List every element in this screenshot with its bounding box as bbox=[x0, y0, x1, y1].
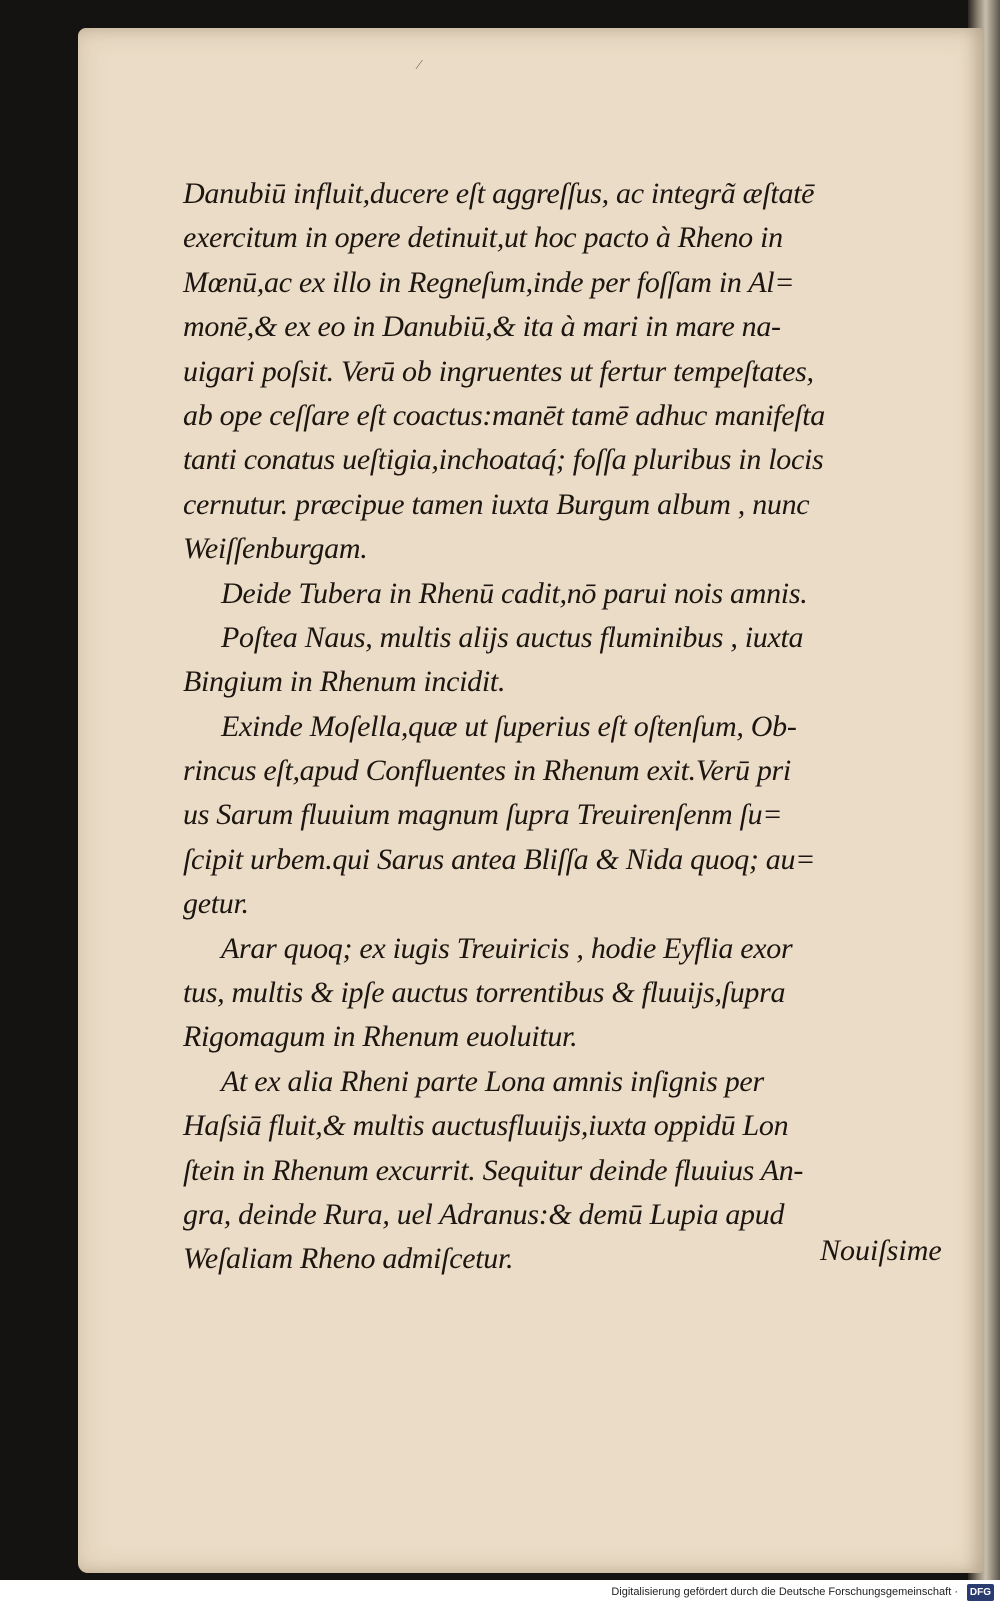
text-line: Arar quoq; ex iugis Treuiricis , hodie Eyflia exor bbox=[221, 931, 793, 965]
text-line: Rigomagum in Rhenum euoluitur. bbox=[183, 1020, 578, 1054]
text-line: Poſtea Naus, multis alijs auctus fluminibus , iuxta bbox=[221, 620, 804, 654]
footer-credit: Digitalisierung gefördert durch die Deutsche Forschungsgemeinschaft · bbox=[611, 1586, 958, 1598]
text-line: Mœnū,ac ex illo in Regneſum,inde per foſſam in Al= bbox=[183, 265, 795, 299]
text-line: gra, deinde Rura, uel Adranus:& demū Lupia apud bbox=[183, 1197, 785, 1231]
page-mark: ⁄ bbox=[418, 58, 421, 73]
text-line: ſtein in Rhenum excurrit. Sequitur deinde fluuius An- bbox=[183, 1153, 804, 1187]
text-line: At ex alia Rheni parte Lona amnis inſignis per bbox=[221, 1064, 764, 1098]
text-line: Deide Tubera in Rhenū cadit,nō parui nois amnis. bbox=[221, 576, 808, 610]
text-line: Weſaliam Rheno admiſcetur. bbox=[183, 1242, 514, 1276]
text-line: Exinde Moſella,quæ ut ſuperius eſt oſtenſum, Ob- bbox=[221, 709, 797, 743]
text-line: cernutur. præcipue tamen iuxta Burgum album , nunc bbox=[183, 487, 810, 521]
text-line: ab ope ceſſare eſt coactus:manēt tamē adhuc manifeſta bbox=[183, 398, 825, 432]
text-line: uigari poſsit. Verū ob ingruentes ut fertur tempeſtates, bbox=[183, 354, 814, 388]
footer-bar bbox=[0, 1580, 1000, 1607]
text-line: tanti conatus ueſtigia,inchoataq́; foſſa pluribus in locis bbox=[183, 443, 824, 477]
body-text bbox=[183, 172, 958, 1282]
text-line: Bingium in Rhenum incidit. bbox=[183, 665, 506, 699]
text-line: us Sarum fluuium magnum ſupra Treuirenſenm ſu= bbox=[183, 798, 783, 832]
text-line: monē,& ex eo in Danubiū,& ita à mari in mare na- bbox=[183, 310, 781, 344]
text-line: Weiſſenburgam. bbox=[183, 532, 368, 566]
text-line: rincus eſt,apud Confluentes in Rhenum exit.Verū pri bbox=[183, 754, 791, 788]
text-line: exercitum in opere detinuit,ut hoc pacto à Rheno in bbox=[183, 221, 783, 255]
catchword: Nouiſsime bbox=[820, 1234, 942, 1267]
text-line: getur. bbox=[183, 887, 249, 921]
text-line: Haſsiā fluit,& multis auctusfluuijs,iuxta oppidū Lon bbox=[183, 1109, 789, 1143]
dfg-logo-icon: DFG bbox=[967, 1584, 994, 1601]
text-line: tus, multis & ipſe auctus torrentibus & fluuijs,ſupra bbox=[183, 976, 786, 1010]
text-line: Danubiū influit,ducere eſt aggreſſus, ac integrã æſtatē bbox=[183, 177, 815, 210]
text-line: ſcipit urbem.qui Sarus antea Bliſſa & Nida quoq; au= bbox=[183, 842, 816, 876]
